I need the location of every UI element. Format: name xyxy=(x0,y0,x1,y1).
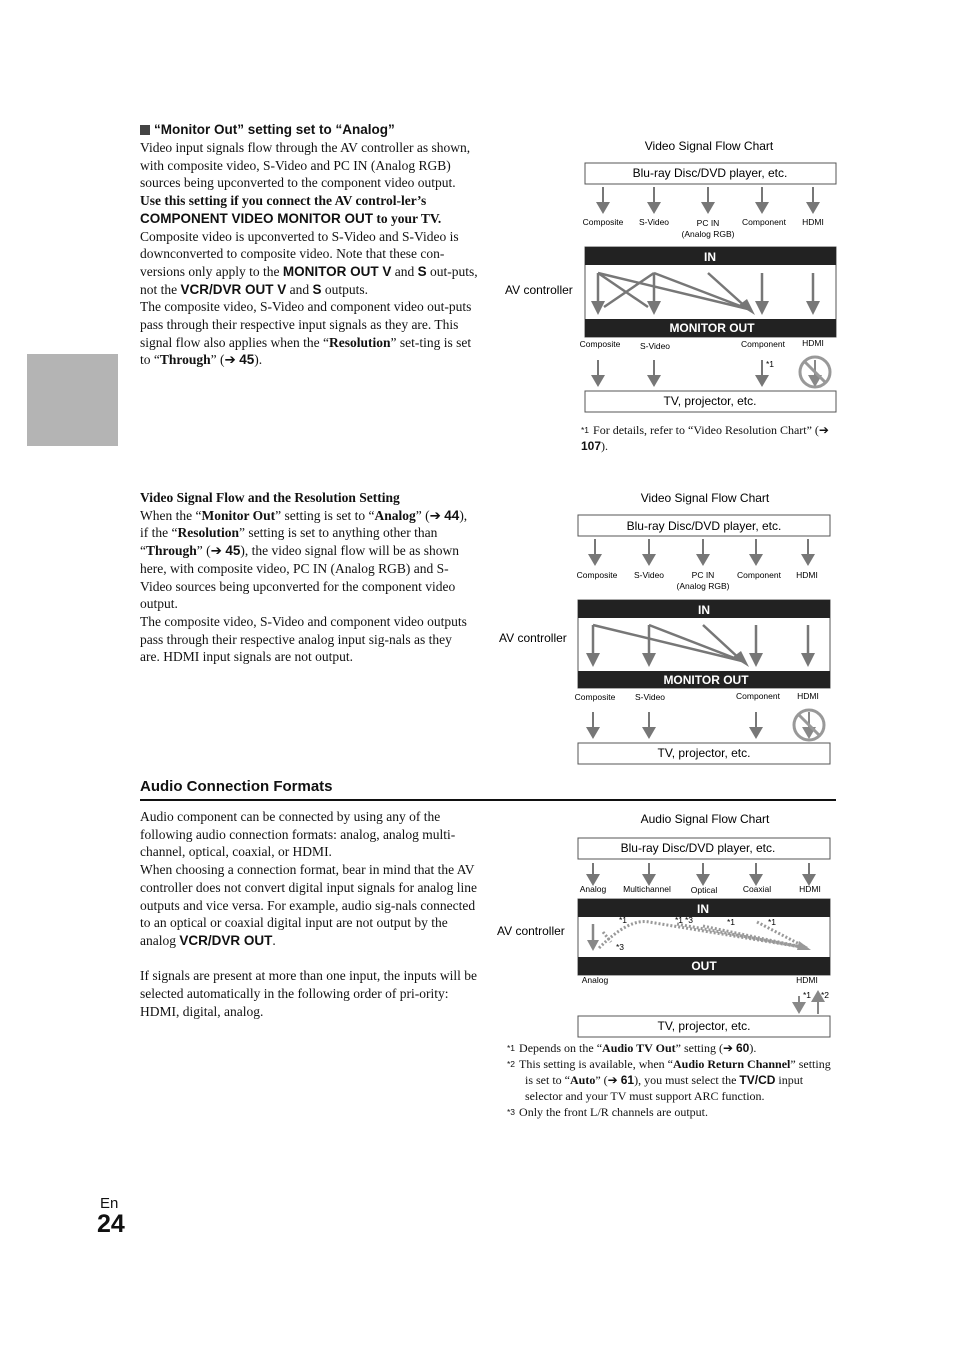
out-label: MONITOR OUT xyxy=(663,673,749,687)
mark: *3 xyxy=(616,942,625,952)
out-label: MONITOR OUT xyxy=(669,321,755,335)
input-label: PC IN xyxy=(696,218,720,228)
input-label: Coaxial xyxy=(742,884,772,894)
video-signal-flow-chart-2 xyxy=(489,487,839,772)
input-label: HDMI xyxy=(796,570,818,580)
chart-title: Video Signal Flow Chart xyxy=(644,139,774,153)
destination-label: TV, projector, etc. xyxy=(657,1019,751,1033)
paragraph: Video input signals flow through the AV controller as shown, with composite video, S-Video and PC IN (Analog RGB) sources being upconverted to the component video output. Use this setting if you connect the AV control-ler’s COMPONENT VIDEO MONITOR OUT to your TV. xyxy=(140,140,471,226)
section-rule xyxy=(140,799,836,801)
section2-heading: Video Signal Flow and the Resolution Setting xyxy=(140,490,400,505)
note-mark: *1 xyxy=(765,359,775,369)
input-label: (Analog RGB) xyxy=(681,229,735,239)
paragraph: Audio component can be connected by using any of the following audio connection formats: analog, analog multi-channel, optical, coaxial, or HDMI. xyxy=(140,809,456,860)
source-label: Blu-ray Disc/DVD player, etc. xyxy=(632,166,788,180)
square-bullet-icon xyxy=(140,125,150,135)
input-label: Composite xyxy=(582,217,624,227)
paragraph: The composite video, S-Video and component video outputs pass through their respective analog input sig-nals as they are. HDMI input signals are not output. xyxy=(140,613,467,665)
output-arrows xyxy=(586,712,763,739)
chart-title: Video Signal Flow Chart xyxy=(640,491,770,505)
input-labels xyxy=(583,217,824,239)
output-labels xyxy=(575,691,819,702)
paragraph: When the “Monitor Out” setting is set to “Analog” (➔ 44), if the “Resolution” setting is set to anything other than “Through” (➔ 45), the video signal flow will be as shown here, with composite video, PC IN (Analog RGB) and S-Video sources being upconverted for the component video output. xyxy=(140,507,468,612)
input-arrows xyxy=(588,539,815,566)
paragraph: If signals are present at more than one input, the inputs will be selected automatically in the following order of pri-ority: HDMI, digital, analog. xyxy=(140,968,478,1019)
input-label: Component xyxy=(737,570,781,580)
input-label: HDMI xyxy=(799,884,821,894)
input-arrows xyxy=(586,863,816,886)
av-controller-label: AV controller xyxy=(505,283,573,297)
output-label: HDMI xyxy=(797,691,819,701)
input-label: Optical xyxy=(690,885,718,895)
output-label: HDMI xyxy=(796,975,818,985)
no-output-icon xyxy=(800,357,830,387)
source-label: Blu-ray Disc/DVD player, etc. xyxy=(626,519,782,533)
input-label: S-Video xyxy=(638,217,670,227)
side-tab xyxy=(27,354,118,446)
output-label: Component xyxy=(741,339,785,349)
footnote: $^{*2}$ This setting is available, when “Audio Return Channel” setting is set to “Auto” (➔ 61), you must select the TV/CD input selector and your TV must support ARC function. xyxy=(507,1057,831,1103)
output-label: Analog xyxy=(581,975,609,985)
input-label: S-Video xyxy=(633,570,665,580)
mark: *3 xyxy=(685,915,694,925)
output-arrows xyxy=(591,360,769,387)
input-label: Analog xyxy=(579,884,607,894)
output-labels xyxy=(582,975,818,985)
mark: *1 xyxy=(768,917,777,927)
input-label: PC IN xyxy=(691,570,715,580)
output-label: Component xyxy=(736,691,780,701)
section1-body xyxy=(140,139,480,369)
source-label: Blu-ray Disc/DVD player, etc. xyxy=(620,841,776,855)
language-label: En xyxy=(100,1195,119,1212)
in-label: IN xyxy=(704,250,716,264)
destination-label: TV, projector, etc. xyxy=(663,394,757,408)
output-label: S-Video xyxy=(639,341,671,351)
input-arrows xyxy=(596,187,820,214)
mark: *1 xyxy=(803,990,812,1000)
section1 xyxy=(140,122,480,369)
paragraph: The composite video, S-Video and component video out-puts pass through their respective input signals as they are. This signal flow also applies when the “Resolution” set-ting is set to “Through” (➔ 45). xyxy=(140,299,472,368)
output-label: HDMI xyxy=(802,338,824,348)
video-signal-flow-chart-1 xyxy=(495,135,845,420)
mark: *1 xyxy=(619,915,628,925)
section2-body xyxy=(140,507,475,666)
output-label: S-Video xyxy=(634,692,666,702)
footnote: $^{*1}$ Depends on the “Audio TV Out” setting (➔ 60). xyxy=(507,1041,757,1055)
input-label: (Analog RGB) xyxy=(676,581,730,591)
no-output-icon xyxy=(794,710,824,740)
paragraph: Composite video is upconverted to S-Video and S-Video is downconverted to composite video. Note that these con-versions only apply to the MONITOR OUT V and S out-puts, not the VCR/DVR OUT V and S outputs. xyxy=(140,228,478,297)
av-controller-label: AV controller xyxy=(497,924,565,938)
output-label: Composite xyxy=(579,339,621,349)
input-label: Component xyxy=(742,217,786,227)
input-label: Composite xyxy=(576,570,618,580)
av-controller-label: AV controller xyxy=(499,631,567,645)
output-labels xyxy=(580,338,824,369)
mark: *2 xyxy=(821,990,830,1000)
input-labels xyxy=(577,570,818,591)
in-label: IN xyxy=(698,603,710,617)
audio-footnotes xyxy=(507,1040,837,1120)
footnote: $^{*1}$ For details, refer to “Video Resolution Chart” (➔ 107). xyxy=(581,423,829,453)
chart-title: Audio Signal Flow Chart xyxy=(640,812,770,826)
input-label: Multichannel xyxy=(623,884,671,894)
section1-heading: “Monitor Out” setting set to “Analog” xyxy=(140,122,480,137)
page-number: 24 xyxy=(97,1210,125,1238)
in-label: IN xyxy=(697,902,709,916)
destination-label: TV, projector, etc. xyxy=(657,746,751,760)
footnote: $^{*3}$ Only the front L/R channels are output. xyxy=(507,1105,708,1119)
output-label: Composite xyxy=(574,692,616,702)
section2 xyxy=(140,489,475,666)
input-labels xyxy=(580,884,821,895)
audio-signal-flow-chart xyxy=(489,808,839,1040)
section-heading: Audio Connection Formats xyxy=(140,778,333,795)
paragraph: When choosing a connection format, bear in mind that the AV controller does not convert digital input signals for analog line outputs and vice versa. For example, audio sig-nals connected to an optical or coaxial digital input are not output by the analog VCR/DVR OUT. xyxy=(140,862,478,948)
mark: *1 xyxy=(675,915,684,925)
mark: *1 xyxy=(727,917,736,927)
out-label: OUT xyxy=(691,959,717,973)
input-label: HDMI xyxy=(802,217,824,227)
section3-body xyxy=(140,808,480,1020)
